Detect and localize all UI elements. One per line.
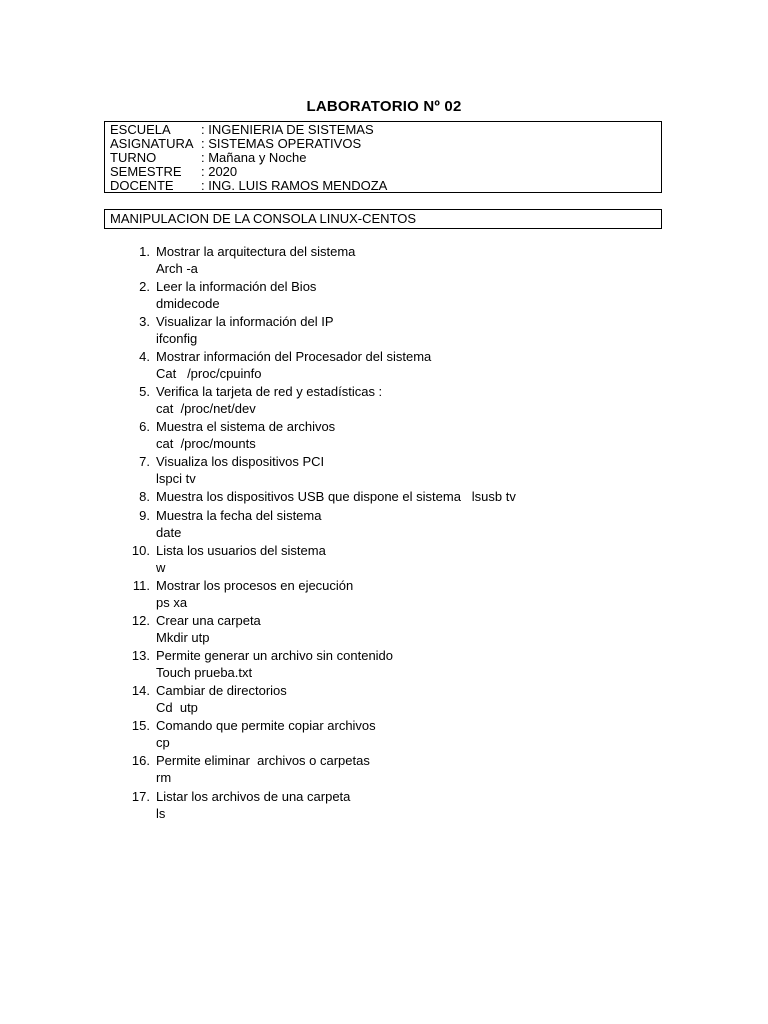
item-number: 17. (131, 789, 150, 804)
item-number: 6. (139, 419, 150, 434)
item-command: Cd utp (156, 700, 198, 715)
item-text: Muestra el sistema de archivos (156, 419, 336, 434)
info-value: : INGENIERIA DE SISTEMAS (201, 122, 374, 137)
item-number: 11. (132, 578, 150, 593)
item-command: w (156, 560, 166, 575)
item-command: lspci tv (156, 471, 196, 486)
document-title: LABORATORIO Nº 02 (306, 98, 462, 115)
item-number: 9. (139, 508, 150, 523)
item-number: 10. (131, 543, 150, 558)
item-command: ls (156, 806, 166, 821)
item-number: 2. (139, 279, 150, 294)
course-info-box (104, 121, 662, 193)
item-text: Listar los archivos de una carpeta (156, 789, 351, 804)
item-number: 14. (131, 683, 150, 698)
item-text: Permite generar un archivo sin contenido (156, 648, 394, 663)
info-row-turno (110, 151, 307, 165)
item-number: 16. (131, 753, 150, 768)
item-text: Visualiza los dispositivos PCI (156, 454, 325, 469)
info-label: DOCENTE (110, 178, 174, 193)
item-text: Leer la información del Bios (156, 279, 317, 294)
item-command: Cat /proc/cpuinfo (156, 366, 262, 381)
info-row-asignatura (110, 137, 361, 151)
item-text: Lista los usuarios del sistema (156, 543, 326, 558)
item-text: Verifica la tarjeta de red y estadísticas : (156, 384, 383, 399)
item-number: 3. (139, 314, 150, 329)
item-text: Mostrar la arquitectura del sistema (156, 244, 356, 259)
item-number: 8. (139, 489, 150, 504)
item-text: Cambiar de directorios (156, 683, 287, 698)
item-text: Crear una carpeta (156, 613, 261, 628)
item-command: Arch -a (156, 261, 198, 276)
subject-heading: MANIPULACION DE LA CONSOLA LINUX-CENTOS (104, 209, 662, 229)
item-text: Mostrar información del Procesador del sistema (156, 349, 432, 364)
info-label: TURNO (110, 150, 157, 165)
item-number: 15. (131, 718, 150, 733)
item-command: cat /proc/mounts (156, 436, 256, 451)
item-command: cp (156, 735, 170, 750)
item-number: 12. (131, 613, 150, 628)
item-number: 13. (131, 648, 150, 663)
item-text: Permite eliminar archivos o carpetas (156, 753, 370, 768)
item-command: ps xa (156, 595, 188, 610)
item-command: date (156, 525, 182, 540)
item-number: 4. (139, 349, 150, 364)
item-command: Mkdir utp (156, 630, 210, 645)
item-command: rm (156, 770, 172, 785)
item-command: ifconfig (156, 331, 198, 346)
item-text: Muestra la fecha del sistema (156, 508, 322, 523)
item-text: Mostrar los procesos en ejecución (156, 578, 354, 593)
item-text: Muestra los dispositivos USB que dispone el sistema lsusb tv (156, 489, 516, 504)
item-command: cat /proc/net/dev (156, 401, 256, 416)
item-text: Visualizar la información del IP (156, 314, 334, 329)
info-label: ASIGNATURA (110, 136, 194, 151)
item-number: 5. (139, 384, 150, 399)
info-label: SEMESTRE (110, 164, 182, 179)
info-value: : ING. LUIS RAMOS MENDOZA (201, 178, 388, 193)
item-number: 7. (139, 454, 150, 469)
info-value: : Mañana y Noche (201, 150, 307, 165)
item-command: dmidecode (156, 296, 220, 311)
info-value: : SISTEMAS OPERATIVOS (201, 136, 362, 151)
info-label: ESCUELA (110, 122, 171, 137)
item-number: 1. (139, 244, 150, 259)
info-row-docente (110, 179, 387, 193)
item-text: Comando que permite copiar archivos (156, 718, 376, 733)
info-row-semestre (110, 165, 237, 179)
item-command: Touch prueba.txt (156, 665, 253, 680)
info-value: : 2020 (201, 164, 238, 179)
info-row-escuela (110, 123, 374, 137)
